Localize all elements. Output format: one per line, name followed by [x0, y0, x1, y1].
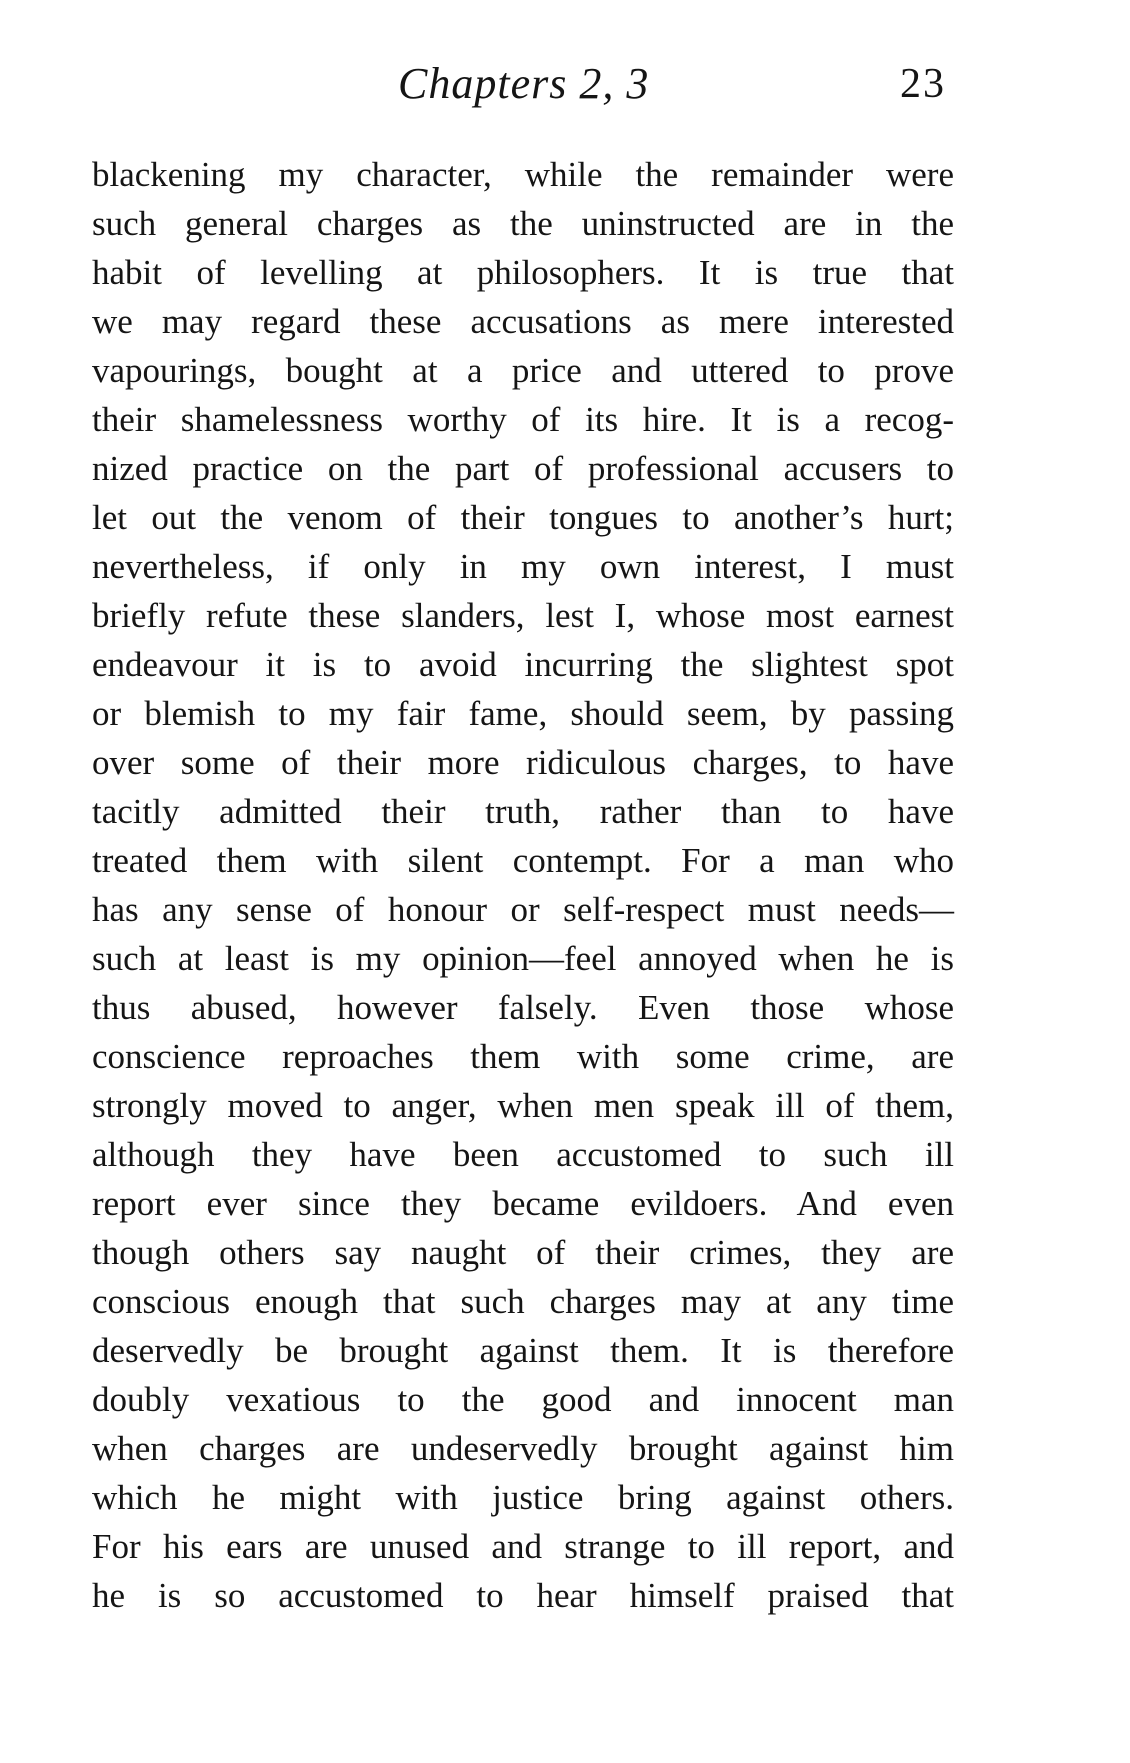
- text-line: such at least is my opinion—feel annoyed when he is: [92, 939, 954, 978]
- text-line: which he might with justice bring against others.: [92, 1478, 954, 1517]
- text-line: briefly refute these slanders, lest I, whose most earnest: [92, 596, 954, 635]
- text-line: endeavour it is to avoid incurring the slightest spot: [92, 645, 954, 684]
- text-line: blackening my character, while the remainder were: [92, 155, 954, 194]
- body-text: [92, 150, 954, 1620]
- running-head: [0, 58, 1130, 118]
- text-line: although they have been accustomed to such ill: [92, 1135, 954, 1174]
- text-line: deservedly be brought against them. It is therefore: [92, 1331, 954, 1370]
- text-line: when charges are undeservedly brought against him: [92, 1429, 954, 1468]
- text-line: over some of their more ridiculous charges, to have: [92, 743, 954, 782]
- text-line: strongly moved to anger, when men speak ill of them,: [92, 1086, 954, 1125]
- text-line: nevertheless, if only in my own interest, I must: [92, 547, 954, 586]
- page-number: 23: [900, 61, 946, 107]
- text-line: he is so accustomed to hear himself praised that: [92, 1576, 954, 1615]
- text-line: let out the venom of their tongues to another’s hurt;: [92, 498, 954, 537]
- text-line: we may regard these accusations as mere interested: [92, 302, 954, 341]
- text-line: nized practice on the part of professional accusers to: [92, 449, 954, 488]
- text-line: or blemish to my fair fame, should seem, by passing: [92, 694, 954, 733]
- chapter-title: Chapters 2, 3: [398, 59, 650, 108]
- text-line: For his ears are unused and strange to ill report, and: [92, 1527, 954, 1566]
- text-line: habit of levelling at philosophers. It is true that: [92, 253, 954, 292]
- text-line: thus abused, however falsely. Even those whose: [92, 988, 954, 1027]
- text-line: has any sense of honour or self-respect must needs—: [92, 890, 954, 929]
- text-line: though others say naught of their crimes, they are: [92, 1233, 954, 1272]
- text-line: tacitly admitted their truth, rather than to have: [92, 792, 954, 831]
- text-line: doubly vexatious to the good and innocent man: [92, 1380, 954, 1419]
- text-line: their shamelessness worthy of its hire. It is a recog-: [92, 400, 954, 439]
- text-line: conscious enough that such charges may at any time: [92, 1282, 954, 1321]
- text-line: conscience reproaches them with some crime, are: [92, 1037, 954, 1076]
- text-line: vapourings, bought at a price and uttered to prove: [92, 351, 954, 390]
- text-line: such general charges as the uninstructed are in the: [92, 204, 954, 243]
- text-line: treated them with silent contempt. For a man who: [92, 841, 954, 880]
- text-line: report ever since they became evildoers. And even: [92, 1184, 954, 1223]
